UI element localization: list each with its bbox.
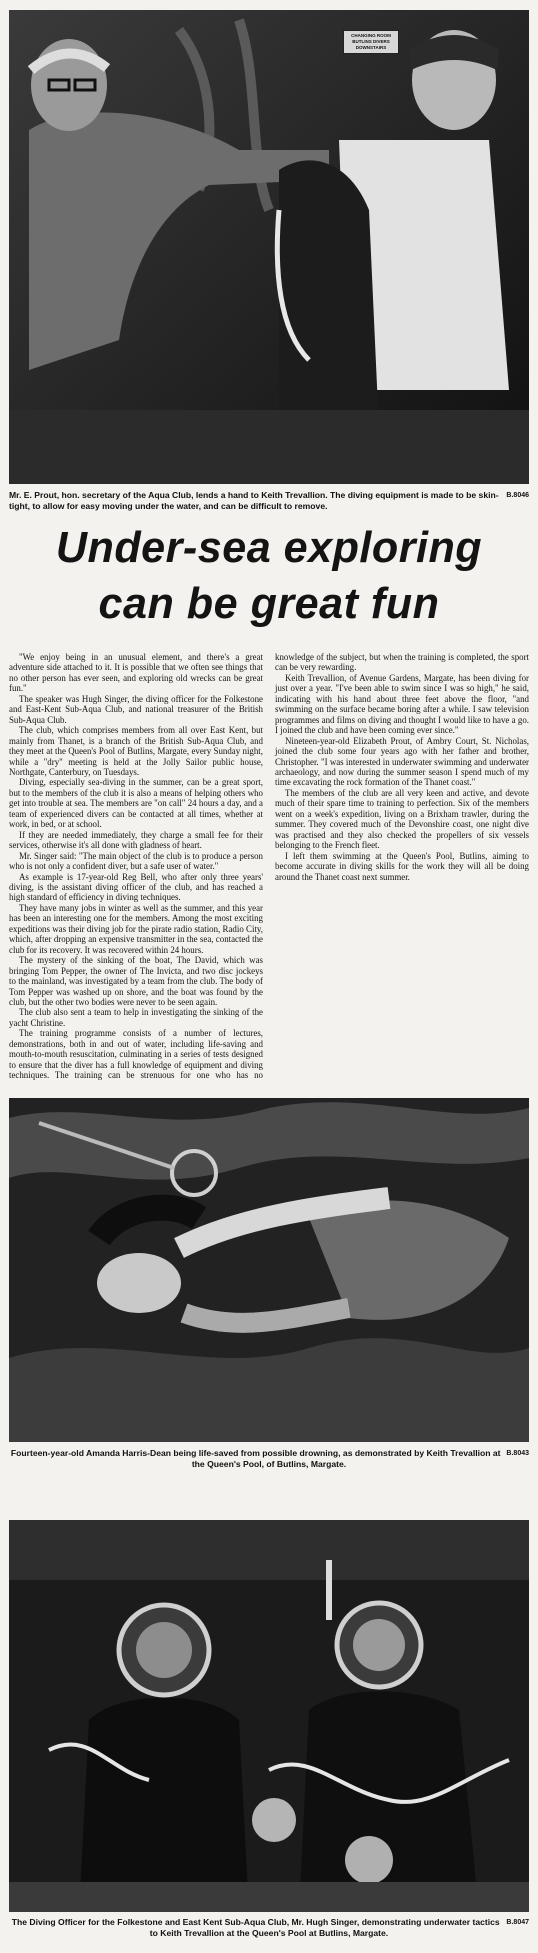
photo-ref: B.8047 bbox=[506, 1919, 529, 1926]
article-paragraph: The club, which comprises members from all over East Kent, but mainly from Thanet, is a branch of the British Sub-Aqua Club, and they meet at the Queen's Pool of Butlins, Margate, every Sunday night, while a "dry" meeting is held at the Jolly Sailor public house, Northgate, Canterbury, on Tuesdays. bbox=[9, 725, 263, 777]
photo-life-saving-caption: B.8043 Fourteen-year-old Amanda Harris-Dean being life-saved from possible drowning, as demonstrated by Keith Trevallion at the Queen's Pool, of Butlins, Margate. bbox=[10, 1448, 529, 1469]
article-paragraph: As example is 17-year-old Reg Bell, who after only three years' diving, is the assistant diving officer of the club, and has reached a high standard of efficiency in diving techniques. bbox=[9, 871, 263, 903]
headline-line-2: can be great fun bbox=[98, 579, 440, 628]
headline bbox=[5, 520, 532, 632]
article-paragraph: The club also sent a team to help in investigating the sinking of the yacht Christine. bbox=[9, 1007, 263, 1028]
article-paragraph: Diving, especially sea-diving in the summer, can be a great sport, but to the members of the club it is also a means of helping others who get into trouble at sea. The members are "on call" 24 hours a day, and a team of experienced divers can be contacted at all times, whether at work, in bed, or at school. bbox=[9, 777, 263, 830]
photo-ref: B.8043 bbox=[506, 1450, 529, 1457]
article-paragraph: Nineteen-year-old Elizabeth Prout, of Ambry Court, St. Nicholas, joined the club some four years ago with her father and brother, Christopher. "I was interested in underwater swimming and underwater archaeology, and now during the summer season I spend much of my time excavating the rock formation of the Thanet coast." bbox=[275, 735, 529, 788]
headline-line-1: Under-sea exploring bbox=[55, 523, 483, 572]
photo-ref: B.8046 bbox=[506, 492, 529, 499]
article-paragraph: If they are needed immediately, they charge a small fee for their services, otherwise it's all done with gladness of heart. bbox=[9, 829, 263, 851]
article-paragraph: The mystery of the sinking of the boat, The David, which was bringing Tom Pepper, the owner of The Invicta, and two disc jockeys to the mainland, was investigated by a team from the club. The body of Tom Pepper was washed up on shore, and the boat was found by the club, but the other two bodies were never to be seen again. bbox=[9, 955, 263, 1007]
article-paragraph: Mr. Singer said: "The main object of the club is to produce a person who is not only a confident diver, but a safe user of water." bbox=[9, 850, 263, 872]
photo-aqua-club-suit bbox=[9, 10, 529, 484]
photo-aqua-club-suit-image bbox=[9, 10, 529, 484]
article-paragraph: They have many jobs in winter as well as the summer, and this year has been an interesting one for the members. Among the most exciting expeditions was their diving job for the pirate radio station, Radio City, which, after dropping an expensive transmitter in the sea, contacted the club for its recovery. It was recovered within 24 hours. bbox=[9, 902, 263, 955]
photo-underwater-tactics-caption: B.8047 The Diving Officer for the Folkestone and East Kent Sub-Aqua Club, Mr. Hugh Singer, demonstrating underwater tactics to Keith Trevallion at the Queen's Pool at Butlins, Margate. bbox=[11, 1917, 529, 1938]
photo-underwater-tactics bbox=[9, 1520, 529, 1912]
article-body bbox=[9, 652, 529, 1088]
photo-underwater-tactics-image bbox=[9, 1520, 529, 1912]
photo-aqua-club-caption: B.8046 Mr. E. Prout, hon. secretary of the Aqua Club, lends a hand to Keith Trevallion. The diving equipment is made to be skin-tight, to allow for easy moving under the water, and can be difficult to remove. bbox=[9, 490, 529, 511]
photo-life-saving-image bbox=[9, 1098, 529, 1442]
article-paragraph: Keith Trevallion, of Avenue Gardens, Margate, has been diving for just over a year. "I've been able to swim since I was so high," he said, indicating with his hand about three feet above the floor, "and swimming on the surface became boring after a while. I saw television programmes and films on diving and thought I would like to have a go. I joined the club and have been coming ever since." bbox=[275, 672, 529, 736]
changing-room-sign: CHANGING ROOM BUTLINS DIVERS DOWNSTAIRS bbox=[343, 30, 399, 54]
photo-life-saving bbox=[9, 1098, 529, 1442]
article-paragraph: "We enjoy being in an unusual element, and there's a great adventure side attached to it. It is possible that we often see things that no other person has ever seen, and exploring old wrecks can be great fun." bbox=[9, 652, 263, 694]
article-paragraph: The speaker was Hugh Singer, the diving officer for the Folkestone and East-Kent Sub-Aqua Club, and national treasurer of the British Sub-Aqua Club. bbox=[9, 693, 263, 725]
article-paragraph: The training programme consists of a number of lectures, demonstrations, both in and out of water, including life-saving and mouth-to-mouth resuscitation, culminating in a series of tests designed to ensure that the diver has a full knowledge of equipment and diving techniques. The training can be strenuous for one who has no knowledge of the subject, but when the training is completed, the sport can be very rewarding. bbox=[9, 652, 529, 1081]
article-paragraph: The members of the club are all very keen and active, and devote much of their spare time to training to perfection. Six of the members went on a week's expedition, living on a Brixham trawler, during the summer. They covered much of the Devonshire coast, one night dive was practised and they also checked the propellers of six vessels belonging to the French fleet. bbox=[275, 787, 529, 851]
article-paragraph: I left them swimming at the Queen's Pool, Butlins, aiming to become accurate in diving skills for the work they will all be doing around the Thanet coast next summer. bbox=[275, 850, 529, 882]
